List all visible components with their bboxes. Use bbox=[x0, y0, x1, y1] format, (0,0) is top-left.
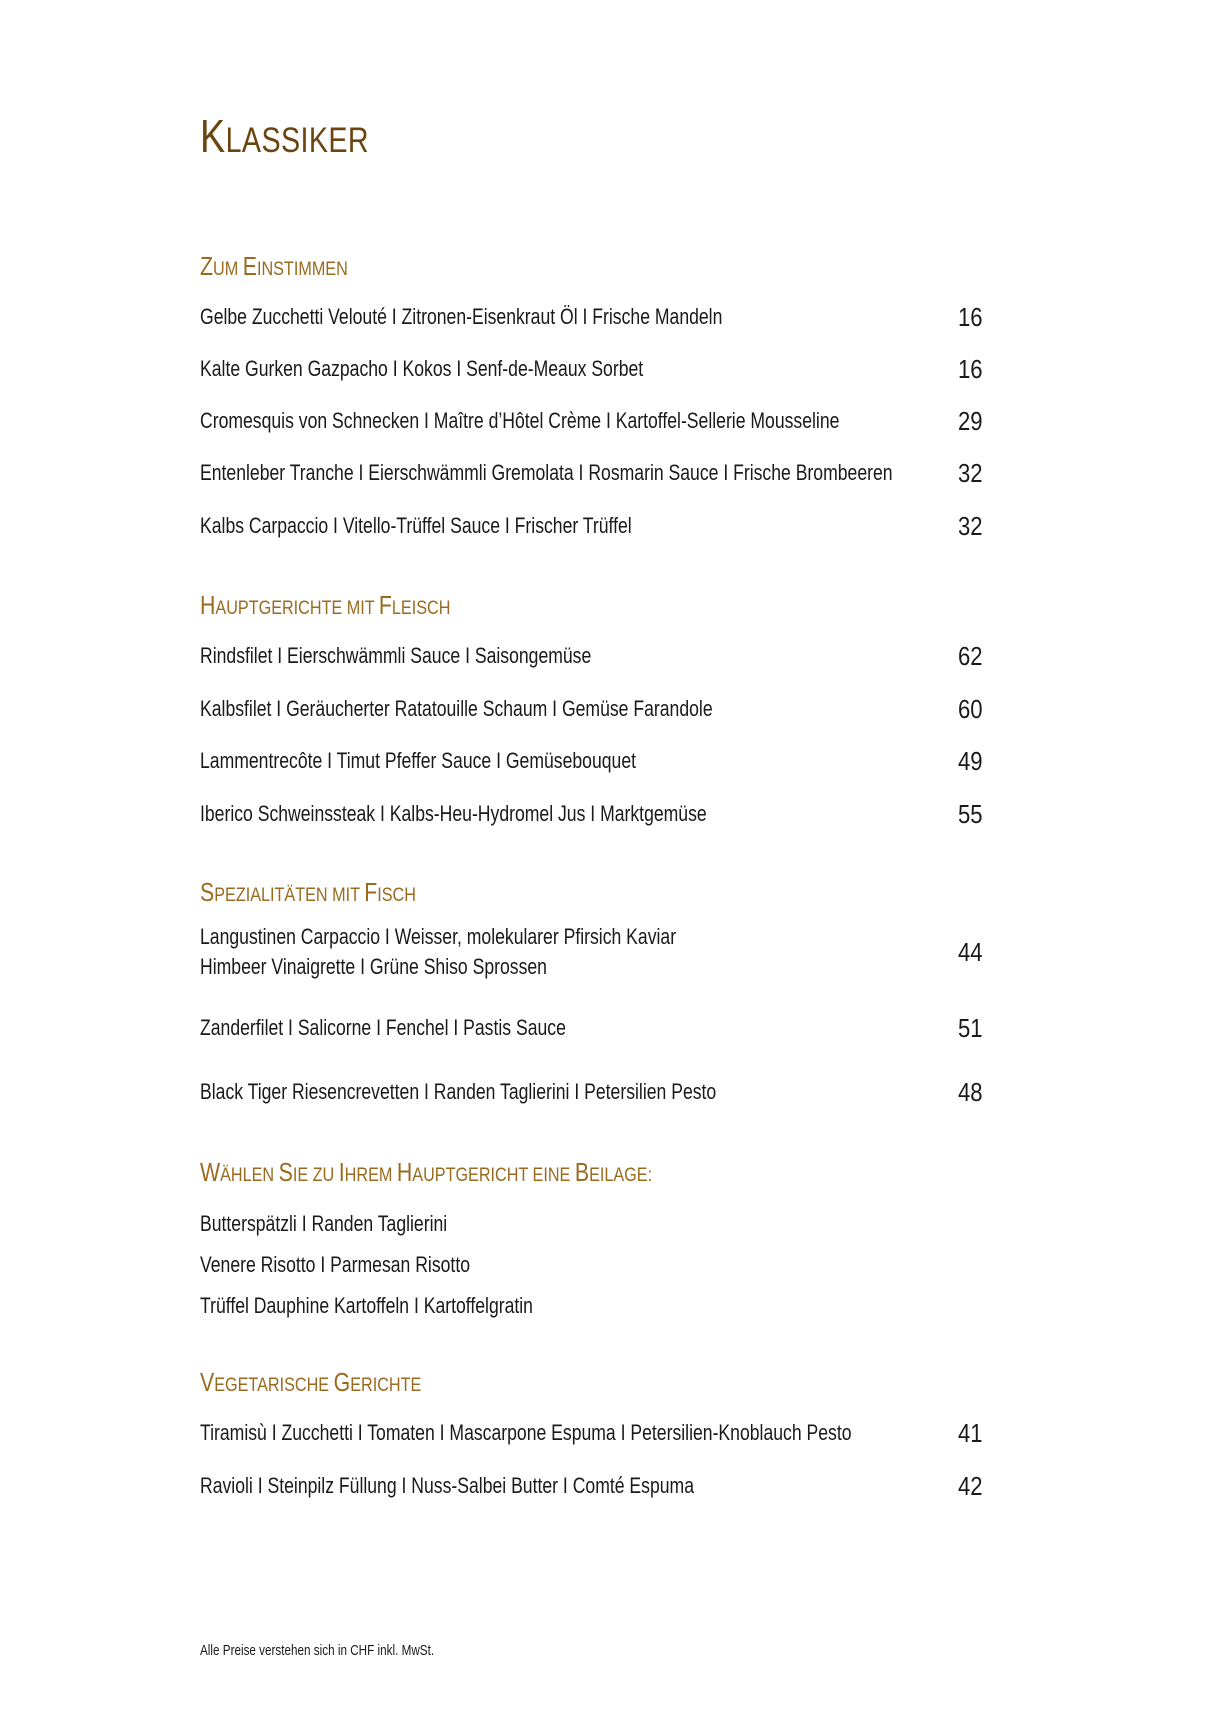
title-part: LEISCH bbox=[391, 597, 451, 619]
title-part: H bbox=[396, 1157, 413, 1187]
menu-item bbox=[200, 1013, 1006, 1043]
dish-description-line: Langustinen Carpaccio I Weisser, molekularer Pfirsich Kaviar bbox=[200, 924, 677, 949]
section-title-hauptgerichte-fleisch bbox=[200, 589, 450, 624]
side-dish-option: Venere Risotto I Parmesan Risotto bbox=[200, 1252, 470, 1277]
title-part: ÄHLEN bbox=[220, 1164, 279, 1186]
dish-description: Black Tiger Riesencrevetten I Randen Taglierini I Petersilien Pesto bbox=[200, 1079, 717, 1104]
dish-price: 55 bbox=[958, 799, 983, 829]
menu-item bbox=[200, 799, 1006, 829]
dish-price: 32 bbox=[958, 511, 983, 541]
title-part: ERICHTE bbox=[350, 1374, 422, 1396]
menu-item bbox=[200, 354, 1006, 384]
menu-item bbox=[200, 1471, 1006, 1501]
dish-price: 60 bbox=[958, 694, 983, 724]
title-part: HREM bbox=[344, 1164, 397, 1186]
title-part: IE ZU bbox=[292, 1164, 339, 1186]
section-title-spezialitaeten-fisch bbox=[200, 876, 416, 911]
title-part: ISCH bbox=[377, 884, 416, 906]
side-dish-option: Butterspätzli I Randen Taglierini bbox=[200, 1211, 448, 1236]
dish-description: Kalbs Carpaccio I Vitello-Trüffel Sauce I Frischer Trüffel bbox=[200, 513, 632, 538]
dish-description: Tiramisù I Zucchetti I Tomaten I Mascarpone Espuma I Petersilien-Knoblauch Pesto bbox=[200, 1420, 852, 1445]
dish-price: 41 bbox=[958, 1418, 983, 1448]
section-title-zum-einstimmen bbox=[200, 250, 348, 285]
side-dish-option: Trüffel Dauphine Kartoffeln I Kartoffelgratin bbox=[200, 1293, 533, 1318]
title-part: B bbox=[574, 1157, 590, 1187]
dish-description bbox=[200, 922, 676, 982]
dish-description: Zanderfilet I Salicorne I Fenchel I Pastis Sauce bbox=[200, 1015, 566, 1040]
dish-description: Entenleber Tranche I Eierschwämmli Gremolata I Rosmarin Sauce I Frische Brombeeren bbox=[200, 460, 893, 485]
menu-item bbox=[200, 302, 1006, 332]
section-title-vegetarische-gerichte bbox=[200, 1366, 421, 1401]
title-part: F bbox=[378, 590, 392, 620]
menu-item bbox=[200, 1077, 1006, 1107]
menu-item bbox=[200, 406, 1006, 436]
title-part: H bbox=[200, 590, 216, 620]
menu-item bbox=[200, 922, 1006, 982]
title-part: EGETARISCHE bbox=[214, 1374, 334, 1396]
menu-item bbox=[200, 458, 1006, 488]
dish-description: Ravioli I Steinpilz Füllung I Nuss-Salbei Butter I Comté Espuma bbox=[200, 1473, 694, 1498]
title-part: F bbox=[364, 877, 378, 907]
title-part: G bbox=[333, 1367, 351, 1397]
dish-price: 44 bbox=[958, 937, 983, 967]
dish-description: Iberico Schweinssteak I Kalbs-Heu-Hydromel Jus I Marktgemüse bbox=[200, 801, 707, 826]
price-footnote: Alle Preise verstehen sich in CHF inkl. MwSt. bbox=[200, 1642, 435, 1659]
section-title-beilage bbox=[200, 1156, 652, 1191]
title-part: INSTIMMEN bbox=[256, 258, 348, 280]
dish-price: 29 bbox=[958, 406, 983, 436]
title-part: S bbox=[200, 877, 215, 907]
dish-description-line: Himbeer Vinaigrette I Grüne Shiso Sprossen bbox=[200, 954, 547, 979]
title-part: S bbox=[278, 1157, 293, 1187]
title-part: E bbox=[242, 251, 257, 281]
title-part: W bbox=[200, 1157, 221, 1187]
title-part: EILAGE: bbox=[589, 1164, 653, 1186]
dish-price: 16 bbox=[958, 354, 983, 384]
dish-description: Kalte Gurken Gazpacho I Kokos I Senf-de-Meaux Sorbet bbox=[200, 356, 644, 381]
title-part: Z bbox=[200, 251, 214, 281]
title-part: I bbox=[338, 1157, 345, 1187]
dish-price: 48 bbox=[958, 1077, 983, 1107]
dish-price: 16 bbox=[958, 302, 983, 332]
dish-price: 32 bbox=[958, 458, 983, 488]
dish-price: 62 bbox=[958, 641, 983, 671]
dish-description: Gelbe Zucchetti Velouté I Zitronen-Eisenkraut Öl I Frische Mandeln bbox=[200, 304, 723, 329]
title-part: AUPTGERICHT EINE bbox=[412, 1164, 575, 1186]
menu-item bbox=[200, 694, 1006, 724]
dish-price: 51 bbox=[958, 1013, 983, 1043]
dish-description: Rindsfilet I Eierschwämmli Sauce I Saisongemüse bbox=[200, 643, 592, 668]
title-part: PEZIALITÄTEN MIT bbox=[214, 884, 365, 906]
dish-price: 49 bbox=[958, 746, 983, 776]
dish-description: Lammentrecôte I Timut Pfeffer Sauce I Gemüsebouquet bbox=[200, 748, 636, 773]
page-title-initial: K bbox=[200, 110, 226, 162]
title-part: AUPTGERICHTE MIT bbox=[215, 597, 379, 619]
page-title-rest: LASSIKER bbox=[225, 121, 370, 160]
page-title bbox=[200, 108, 369, 169]
title-part: V bbox=[200, 1367, 215, 1397]
menu-item bbox=[200, 746, 1006, 776]
menu-item bbox=[200, 511, 1006, 541]
dish-description: Kalbsfilet I Geräucherter Ratatouille Schaum I Gemüse Farandole bbox=[200, 696, 713, 721]
dish-description: Cromesquis von Schnecken I Maître d’Hôtel Crème I Kartoffel-Sellerie Mousseline bbox=[200, 408, 840, 433]
menu-item bbox=[200, 1418, 1006, 1448]
menu-item bbox=[200, 641, 1006, 671]
title-part: UM bbox=[213, 258, 243, 280]
dish-price: 42 bbox=[958, 1471, 983, 1501]
